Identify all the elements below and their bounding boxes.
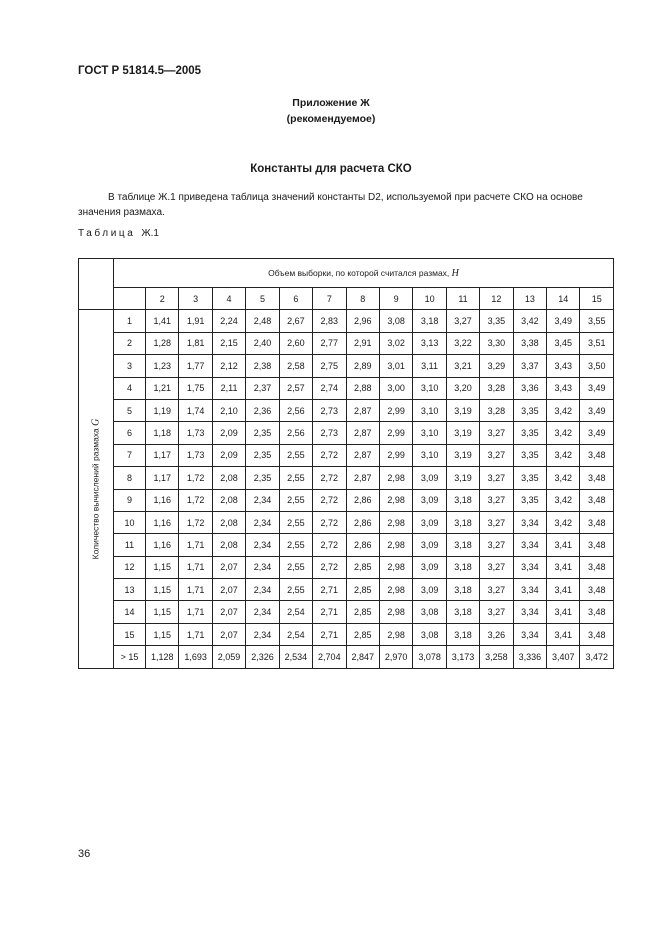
value-cell: 2,72 bbox=[313, 534, 346, 556]
value-cell: 3,18 bbox=[446, 511, 479, 533]
table-row bbox=[79, 444, 614, 466]
value-cell: 3,45 bbox=[547, 332, 580, 354]
row-index-cell: 2 bbox=[114, 332, 146, 354]
column-symbol: H bbox=[451, 267, 459, 279]
value-cell: 3,27 bbox=[480, 467, 513, 489]
value-cell: 2,35 bbox=[246, 444, 279, 466]
table-row bbox=[79, 399, 614, 421]
value-cell: 1,23 bbox=[146, 355, 179, 377]
value-cell: 2,54 bbox=[279, 623, 312, 645]
value-cell: 3,27 bbox=[446, 310, 479, 332]
value-cell: 2,55 bbox=[279, 444, 312, 466]
value-cell: 3,49 bbox=[547, 310, 580, 332]
value-cell: 3,51 bbox=[580, 332, 614, 354]
table-row bbox=[79, 355, 614, 377]
value-cell: 2,89 bbox=[346, 355, 379, 377]
column-number: 5 bbox=[246, 288, 279, 310]
value-cell: 3,48 bbox=[580, 601, 614, 623]
value-cell: 2,35 bbox=[246, 467, 279, 489]
column-number: 8 bbox=[346, 288, 379, 310]
value-cell: 2,72 bbox=[313, 444, 346, 466]
value-cell: 3,08 bbox=[413, 601, 446, 623]
row-index-cell: > 15 bbox=[114, 646, 146, 668]
value-cell: 3,37 bbox=[513, 355, 546, 377]
column-number: 3 bbox=[179, 288, 212, 310]
value-cell: 3,48 bbox=[580, 444, 614, 466]
value-cell: 1,18 bbox=[146, 422, 179, 444]
row-index-cell: 10 bbox=[114, 511, 146, 533]
value-cell: 3,472 bbox=[580, 646, 614, 668]
row-index-cell: 13 bbox=[114, 579, 146, 601]
table-caption-label: Таблица bbox=[78, 228, 136, 239]
row-index-cell: 15 bbox=[114, 623, 146, 645]
value-cell: 2,72 bbox=[313, 489, 346, 511]
value-cell: 2,55 bbox=[279, 511, 312, 533]
value-cell: 2,99 bbox=[379, 399, 412, 421]
value-cell: 2,059 bbox=[212, 646, 245, 668]
value-cell: 3,173 bbox=[446, 646, 479, 668]
page-number: 36 bbox=[78, 848, 91, 860]
value-cell: 2,08 bbox=[212, 511, 245, 533]
value-cell: 3,48 bbox=[580, 511, 614, 533]
table-header-row bbox=[79, 259, 614, 288]
value-cell: 2,98 bbox=[379, 556, 412, 578]
value-cell: 1,71 bbox=[179, 534, 212, 556]
value-cell: 3,078 bbox=[413, 646, 446, 668]
value-cell: 2,60 bbox=[279, 332, 312, 354]
value-cell: 3,49 bbox=[580, 399, 614, 421]
row-index-cell: 8 bbox=[114, 467, 146, 489]
value-cell: 2,34 bbox=[246, 534, 279, 556]
value-cell: 3,41 bbox=[547, 579, 580, 601]
value-cell: 1,15 bbox=[146, 556, 179, 578]
value-cell: 1,75 bbox=[179, 377, 212, 399]
row-index-header-blank bbox=[114, 288, 146, 310]
value-cell: 1,72 bbox=[179, 511, 212, 533]
value-cell: 3,09 bbox=[413, 534, 446, 556]
value-cell: 3,35 bbox=[513, 444, 546, 466]
value-cell: 3,08 bbox=[413, 623, 446, 645]
row-index-cell: 1 bbox=[114, 310, 146, 332]
value-cell: 2,704 bbox=[313, 646, 346, 668]
value-cell: 3,18 bbox=[413, 310, 446, 332]
value-cell: 2,87 bbox=[346, 399, 379, 421]
table-row bbox=[79, 511, 614, 533]
value-cell: 2,98 bbox=[379, 579, 412, 601]
value-cell: 2,09 bbox=[212, 444, 245, 466]
table-caption-number: Ж.1 bbox=[141, 228, 159, 239]
value-cell: 2,72 bbox=[313, 467, 346, 489]
value-cell: 3,27 bbox=[480, 579, 513, 601]
table-row bbox=[79, 422, 614, 444]
value-cell: 3,38 bbox=[513, 332, 546, 354]
value-cell: 3,35 bbox=[513, 489, 546, 511]
value-cell: 1,73 bbox=[179, 422, 212, 444]
value-cell: 3,48 bbox=[580, 623, 614, 645]
value-cell: 1,74 bbox=[179, 399, 212, 421]
value-cell: 2,98 bbox=[379, 489, 412, 511]
value-cell: 3,41 bbox=[547, 601, 580, 623]
value-cell: 3,42 bbox=[547, 422, 580, 444]
value-cell: 2,75 bbox=[313, 355, 346, 377]
table-row bbox=[79, 467, 614, 489]
value-cell: 3,09 bbox=[413, 489, 446, 511]
value-cell: 2,15 bbox=[212, 332, 245, 354]
table-row bbox=[79, 646, 614, 668]
value-cell: 2,71 bbox=[313, 601, 346, 623]
row-index-cell: 5 bbox=[114, 399, 146, 421]
value-cell: 3,00 bbox=[379, 377, 412, 399]
value-cell: 2,85 bbox=[346, 623, 379, 645]
value-cell: 1,15 bbox=[146, 601, 179, 623]
value-cell: 3,41 bbox=[547, 534, 580, 556]
value-cell: 3,34 bbox=[513, 623, 546, 645]
value-cell: 3,27 bbox=[480, 489, 513, 511]
row-header-text bbox=[91, 419, 102, 560]
value-cell: 1,73 bbox=[179, 444, 212, 466]
value-cell: 3,55 bbox=[580, 310, 614, 332]
column-group-header bbox=[114, 259, 614, 288]
value-cell: 3,09 bbox=[413, 579, 446, 601]
value-cell: 2,37 bbox=[246, 377, 279, 399]
value-cell: 3,30 bbox=[480, 332, 513, 354]
value-cell: 2,77 bbox=[313, 332, 346, 354]
value-cell: 2,55 bbox=[279, 534, 312, 556]
value-cell: 3,29 bbox=[480, 355, 513, 377]
value-cell: 3,407 bbox=[547, 646, 580, 668]
value-cell: 3,35 bbox=[513, 422, 546, 444]
value-cell: 3,35 bbox=[513, 467, 546, 489]
value-cell: 3,28 bbox=[480, 377, 513, 399]
row-index-cell: 4 bbox=[114, 377, 146, 399]
value-cell: 2,58 bbox=[279, 355, 312, 377]
value-cell: 1,16 bbox=[146, 489, 179, 511]
value-cell: 2,34 bbox=[246, 556, 279, 578]
value-cell: 2,40 bbox=[246, 332, 279, 354]
value-cell: 2,98 bbox=[379, 601, 412, 623]
value-cell: 2,08 bbox=[212, 467, 245, 489]
column-number: 10 bbox=[413, 288, 446, 310]
row-index-cell: 7 bbox=[114, 444, 146, 466]
value-cell: 2,534 bbox=[279, 646, 312, 668]
value-cell: 3,35 bbox=[480, 310, 513, 332]
value-cell: 3,11 bbox=[413, 355, 446, 377]
table-row bbox=[79, 601, 614, 623]
row-group-header bbox=[79, 310, 114, 668]
column-number: 12 bbox=[480, 288, 513, 310]
value-cell: 1,693 bbox=[179, 646, 212, 668]
value-cell: 3,34 bbox=[513, 579, 546, 601]
column-number: 6 bbox=[279, 288, 312, 310]
value-cell: 2,85 bbox=[346, 556, 379, 578]
value-cell: 3,18 bbox=[446, 601, 479, 623]
value-cell: 3,336 bbox=[513, 646, 546, 668]
value-cell: 3,20 bbox=[446, 377, 479, 399]
table-caption bbox=[78, 228, 159, 239]
value-cell: 2,86 bbox=[346, 511, 379, 533]
column-number: 2 bbox=[146, 288, 179, 310]
value-cell: 2,96 bbox=[346, 310, 379, 332]
table-row bbox=[79, 534, 614, 556]
value-cell: 3,01 bbox=[379, 355, 412, 377]
value-cell: 2,67 bbox=[279, 310, 312, 332]
value-cell: 2,07 bbox=[212, 601, 245, 623]
value-cell: 3,09 bbox=[413, 467, 446, 489]
value-cell: 3,18 bbox=[446, 489, 479, 511]
table-row bbox=[79, 310, 614, 332]
value-cell: 3,27 bbox=[480, 444, 513, 466]
value-cell: 3,08 bbox=[379, 310, 412, 332]
appendix-block bbox=[0, 95, 662, 127]
value-cell: 3,41 bbox=[547, 623, 580, 645]
value-cell: 1,128 bbox=[146, 646, 179, 668]
value-cell: 2,73 bbox=[313, 399, 346, 421]
value-cell: 3,18 bbox=[446, 623, 479, 645]
value-cell: 3,42 bbox=[547, 511, 580, 533]
value-cell: 3,22 bbox=[446, 332, 479, 354]
value-cell: 3,27 bbox=[480, 511, 513, 533]
row-index-cell: 11 bbox=[114, 534, 146, 556]
value-cell: 1,71 bbox=[179, 623, 212, 645]
table-row bbox=[79, 623, 614, 645]
value-cell: 3,41 bbox=[547, 556, 580, 578]
document-id: ГОСТ Р 51814.5—2005 bbox=[78, 65, 202, 77]
table-row bbox=[79, 489, 614, 511]
value-cell: 3,21 bbox=[446, 355, 479, 377]
value-cell: 2,87 bbox=[346, 422, 379, 444]
value-cell: 2,36 bbox=[246, 399, 279, 421]
value-cell: 1,41 bbox=[146, 310, 179, 332]
value-cell: 3,42 bbox=[547, 399, 580, 421]
row-index-cell: 3 bbox=[114, 355, 146, 377]
value-cell: 2,10 bbox=[212, 399, 245, 421]
value-cell: 2,98 bbox=[379, 534, 412, 556]
value-cell: 1,17 bbox=[146, 467, 179, 489]
column-number: 9 bbox=[379, 288, 412, 310]
value-cell: 2,09 bbox=[212, 422, 245, 444]
value-cell: 3,42 bbox=[547, 467, 580, 489]
column-number: 13 bbox=[513, 288, 546, 310]
value-cell: 2,55 bbox=[279, 556, 312, 578]
value-cell: 2,83 bbox=[313, 310, 346, 332]
value-cell: 3,28 bbox=[480, 399, 513, 421]
row-header-label: Количество вычислений размаха bbox=[90, 428, 101, 560]
value-cell: 2,98 bbox=[379, 467, 412, 489]
section-heading: Константы для расчета СКО bbox=[250, 163, 412, 175]
value-cell: 3,35 bbox=[513, 399, 546, 421]
value-cell: 2,98 bbox=[379, 511, 412, 533]
column-number: 4 bbox=[212, 288, 245, 310]
value-cell: 1,72 bbox=[179, 489, 212, 511]
value-cell: 2,85 bbox=[346, 601, 379, 623]
value-cell: 2,34 bbox=[246, 579, 279, 601]
table-row bbox=[79, 556, 614, 578]
value-cell: 2,55 bbox=[279, 579, 312, 601]
value-cell: 3,34 bbox=[513, 511, 546, 533]
value-cell: 3,42 bbox=[513, 310, 546, 332]
table-row bbox=[79, 377, 614, 399]
value-cell: 2,34 bbox=[246, 623, 279, 645]
column-number-row bbox=[79, 288, 614, 310]
value-cell: 1,21 bbox=[146, 377, 179, 399]
table-row bbox=[79, 332, 614, 354]
appendix-title: Приложение Ж bbox=[292, 97, 370, 109]
value-cell: 3,10 bbox=[413, 422, 446, 444]
value-cell: 3,19 bbox=[446, 422, 479, 444]
value-cell: 3,258 bbox=[480, 646, 513, 668]
row-symbol: G bbox=[90, 418, 102, 426]
value-cell: 2,86 bbox=[346, 489, 379, 511]
value-cell: 3,18 bbox=[446, 556, 479, 578]
value-cell: 3,49 bbox=[580, 422, 614, 444]
value-cell: 3,19 bbox=[446, 399, 479, 421]
column-number: 11 bbox=[446, 288, 479, 310]
value-cell: 3,48 bbox=[580, 579, 614, 601]
value-cell: 3,27 bbox=[480, 422, 513, 444]
value-cell: 2,54 bbox=[279, 601, 312, 623]
value-cell: 1,91 bbox=[179, 310, 212, 332]
value-cell: 3,34 bbox=[513, 601, 546, 623]
value-cell: 2,55 bbox=[279, 467, 312, 489]
column-number: 15 bbox=[580, 288, 614, 310]
value-cell: 2,98 bbox=[379, 623, 412, 645]
value-cell: 2,326 bbox=[246, 646, 279, 668]
column-header-text: Объем выборки, по которой считался размах, bbox=[268, 267, 450, 278]
value-cell: 2,847 bbox=[346, 646, 379, 668]
value-cell: 2,970 bbox=[379, 646, 412, 668]
value-cell: 3,18 bbox=[446, 534, 479, 556]
value-cell: 2,74 bbox=[313, 377, 346, 399]
value-cell: 2,24 bbox=[212, 310, 245, 332]
value-cell: 3,49 bbox=[580, 377, 614, 399]
value-cell: 2,85 bbox=[346, 579, 379, 601]
value-cell: 3,26 bbox=[480, 623, 513, 645]
corner-cell bbox=[79, 259, 114, 310]
value-cell: 2,07 bbox=[212, 579, 245, 601]
value-cell: 3,27 bbox=[480, 601, 513, 623]
table-row bbox=[79, 579, 614, 601]
value-cell: 1,16 bbox=[146, 511, 179, 533]
value-cell: 2,48 bbox=[246, 310, 279, 332]
value-cell: 1,28 bbox=[146, 332, 179, 354]
value-cell: 3,50 bbox=[580, 355, 614, 377]
value-cell: 2,07 bbox=[212, 623, 245, 645]
value-cell: 3,09 bbox=[413, 556, 446, 578]
value-cell: 1,15 bbox=[146, 579, 179, 601]
value-cell: 2,12 bbox=[212, 355, 245, 377]
row-index-cell: 14 bbox=[114, 601, 146, 623]
value-cell: 3,48 bbox=[580, 534, 614, 556]
value-cell: 3,10 bbox=[413, 377, 446, 399]
value-cell: 3,13 bbox=[413, 332, 446, 354]
value-cell: 2,11 bbox=[212, 377, 245, 399]
value-cell: 2,73 bbox=[313, 422, 346, 444]
value-cell: 3,48 bbox=[580, 489, 614, 511]
value-cell: 2,35 bbox=[246, 422, 279, 444]
value-cell: 2,56 bbox=[279, 399, 312, 421]
value-cell: 1,77 bbox=[179, 355, 212, 377]
value-cell: 2,57 bbox=[279, 377, 312, 399]
value-cell: 2,38 bbox=[246, 355, 279, 377]
value-cell: 2,99 bbox=[379, 422, 412, 444]
value-cell: 3,27 bbox=[480, 534, 513, 556]
value-cell: 2,72 bbox=[313, 556, 346, 578]
column-number: 7 bbox=[313, 288, 346, 310]
value-cell: 3,34 bbox=[513, 534, 546, 556]
row-index-cell: 9 bbox=[114, 489, 146, 511]
intro-paragraph: В таблице Ж.1 приведена таблица значений константы D2, используемой при расчете СКО на основе значения размаха. bbox=[78, 192, 583, 218]
row-index-cell: 6 bbox=[114, 422, 146, 444]
value-cell: 2,87 bbox=[346, 467, 379, 489]
value-cell: 2,34 bbox=[246, 511, 279, 533]
value-cell: 1,16 bbox=[146, 534, 179, 556]
appendix-note: (рекомендуемое) bbox=[286, 113, 376, 125]
value-cell: 3,19 bbox=[446, 444, 479, 466]
value-cell: 3,43 bbox=[547, 355, 580, 377]
value-cell: 3,19 bbox=[446, 467, 479, 489]
value-cell: 2,55 bbox=[279, 489, 312, 511]
value-cell: 3,02 bbox=[379, 332, 412, 354]
value-cell: 1,71 bbox=[179, 601, 212, 623]
value-cell: 3,10 bbox=[413, 399, 446, 421]
value-cell: 2,08 bbox=[212, 534, 245, 556]
value-cell: 1,71 bbox=[179, 556, 212, 578]
value-cell: 2,72 bbox=[313, 511, 346, 533]
value-cell: 1,17 bbox=[146, 444, 179, 466]
value-cell: 1,81 bbox=[179, 332, 212, 354]
value-cell: 2,87 bbox=[346, 444, 379, 466]
value-cell: 1,72 bbox=[179, 467, 212, 489]
value-cell: 1,71 bbox=[179, 579, 212, 601]
value-cell: 3,42 bbox=[547, 489, 580, 511]
value-cell: 3,34 bbox=[513, 556, 546, 578]
value-cell: 2,07 bbox=[212, 556, 245, 578]
value-cell: 3,36 bbox=[513, 377, 546, 399]
value-cell: 2,71 bbox=[313, 623, 346, 645]
value-cell: 2,08 bbox=[212, 489, 245, 511]
d2-constants-table bbox=[78, 258, 614, 669]
column-number: 14 bbox=[547, 288, 580, 310]
value-cell: 1,15 bbox=[146, 623, 179, 645]
value-cell: 3,43 bbox=[547, 377, 580, 399]
value-cell: 2,88 bbox=[346, 377, 379, 399]
value-cell: 2,56 bbox=[279, 422, 312, 444]
row-index-cell: 12 bbox=[114, 556, 146, 578]
value-cell: 3,10 bbox=[413, 444, 446, 466]
value-cell: 2,91 bbox=[346, 332, 379, 354]
value-cell: 2,34 bbox=[246, 601, 279, 623]
value-cell: 3,42 bbox=[547, 444, 580, 466]
value-cell: 3,48 bbox=[580, 467, 614, 489]
value-cell: 3,48 bbox=[580, 556, 614, 578]
value-cell: 2,86 bbox=[346, 534, 379, 556]
value-cell: 2,34 bbox=[246, 489, 279, 511]
value-cell: 1,19 bbox=[146, 399, 179, 421]
value-cell: 2,71 bbox=[313, 579, 346, 601]
value-cell: 3,18 bbox=[446, 579, 479, 601]
value-cell: 3,27 bbox=[480, 556, 513, 578]
value-cell: 3,09 bbox=[413, 511, 446, 533]
value-cell: 2,99 bbox=[379, 444, 412, 466]
